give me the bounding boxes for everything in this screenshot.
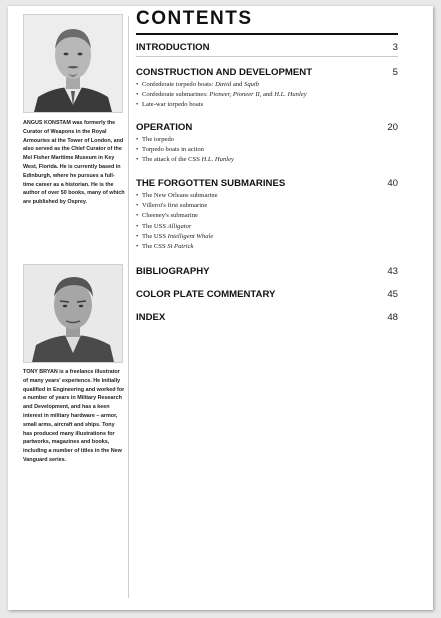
toc-subentry: [136, 100, 398, 110]
bullet-icon: •: [136, 232, 139, 240]
toc-subentry-text: The USS: [142, 232, 168, 240]
toc-subentry-italic-text: H.L. Hunley: [274, 91, 307, 99]
author-photo-angus-konstam: [23, 14, 123, 113]
toc-subentry-text: Torpedo boats in action: [142, 146, 204, 154]
toc-entry-heading: [136, 312, 398, 323]
book-page: [8, 6, 433, 610]
toc-subentry: [136, 211, 398, 221]
title-rule: [136, 33, 398, 35]
toc-subentry-text: Confederate submarines:: [142, 91, 210, 99]
author-photo-tony-bryan: [23, 264, 123, 363]
toc-subentry-text: Confederate torpedo boats:: [142, 81, 216, 88]
toc-entry[interactable]: [136, 178, 398, 252]
toc-entry-title: COLOR PLATE COMMENTARY: [136, 289, 276, 300]
toc-subentry: [136, 232, 398, 242]
toc-subentry-italic-text: Squib: [244, 81, 260, 88]
bullet-icon: •: [136, 101, 139, 109]
toc-subentry-list: [136, 191, 398, 252]
bullet-icon: •: [136, 91, 139, 99]
toc-subentry-italic-text: Alligator: [167, 222, 192, 230]
toc-entry-page-number: 43: [387, 266, 398, 277]
toc-subentry: [136, 222, 398, 232]
toc-entry-page-number: 48: [387, 312, 398, 323]
bullet-icon: •: [136, 212, 139, 220]
toc-entry[interactable]: [136, 266, 398, 277]
toc-entry[interactable]: [136, 67, 398, 111]
bullet-icon: •: [136, 192, 139, 199]
toc-subentry-italic-text: St Patrick: [167, 243, 194, 251]
toc-entry-title: INTRODUCTION: [136, 42, 210, 53]
toc-subentry: [136, 135, 398, 145]
toc-subentry: [136, 90, 398, 100]
toc-subentry-list: [136, 135, 398, 166]
page-title: CONTENTS: [136, 8, 253, 29]
bullet-icon: •: [136, 243, 139, 251]
toc-entry-title: BIBLIOGRAPHY: [136, 266, 210, 277]
toc-entry[interactable]: [136, 42, 398, 57]
toc-entry-heading: [136, 67, 398, 78]
toc-subentry: [136, 145, 398, 155]
toc-entry-heading: [136, 122, 398, 133]
toc-entry-heading: [136, 178, 398, 189]
toc-subentry-italic-text: H.L. Hunley: [201, 156, 234, 164]
toc-subentry-text: Late-war torpedo boats: [142, 101, 204, 109]
toc-subentry: [136, 191, 398, 201]
toc-entry-page-number: 3: [392, 42, 398, 53]
toc-entry-heading: [136, 266, 398, 277]
toc-entry-heading: [136, 289, 398, 300]
toc-entry-page-number: 40: [387, 178, 398, 189]
toc-subentry-text: and: [261, 91, 275, 99]
column-divider: [128, 16, 129, 598]
bullet-icon: •: [136, 146, 139, 154]
toc-subentry: [136, 80, 398, 90]
toc-entry-page-number: 45: [387, 289, 398, 300]
bullet-icon: •: [136, 81, 139, 88]
toc-subentry-text: The attack of the CSS: [142, 156, 202, 164]
toc-subentry-italic-text: Intelligent Whale: [167, 232, 214, 240]
toc-subentry-text: The torpedo: [142, 136, 175, 143]
bullet-icon: •: [136, 136, 139, 143]
bullet-icon: •: [136, 222, 139, 230]
author-bio-tony-bryan: TONY BRYAN is a freelance illustrator of many years' experience. He initially qualified in Engineering and worked for a number of years in Military Research and Development, and has a keen interest in military hardware – armor, small arms, aircraft and ships. Tony has produced many illustrations for partworks, magazines and books, including a number of titles in the New Vanguard series.: [23, 369, 125, 463]
toc-subentry: [136, 242, 398, 252]
toc-entry-page-number: 5: [392, 67, 398, 78]
toc-entry[interactable]: [136, 122, 398, 166]
bullet-icon: •: [136, 156, 139, 164]
toc-subentry-text: The USS: [142, 222, 168, 230]
toc-entry[interactable]: [136, 312, 398, 323]
toc-entry-title: OPERATION: [136, 122, 193, 133]
toc-subentry-text: Cheeney's submarine: [142, 212, 198, 220]
toc-subentry-text: The CSS: [142, 243, 168, 251]
toc-entry-rule: [136, 56, 398, 57]
toc-subentry: [136, 201, 398, 211]
toc-entry-title: THE FORGOTTEN SUBMARINES: [136, 178, 286, 189]
toc-subentry: [136, 155, 398, 165]
toc-entry-page-number: 20: [387, 122, 398, 133]
author-bio-angus-konstam: ANGUS KONSTAM was formerly the Curator of Weapons in the Royal Armouries at the Tower of London, and also served as the Chief Curator of the Mel Fisher Maritime Museum in Key West, Florida. He is currently based in Edinburgh, where he pursues a full-time career as a historian. He is the author of over 50 books, many of which are published by Osprey.: [23, 120, 125, 206]
toc-subentry-text: The New Orleans submarine: [142, 192, 218, 199]
toc-entry[interactable]: [136, 289, 398, 300]
toc-subentry-text: and: [231, 81, 245, 88]
toc-subentry-list: [136, 80, 398, 111]
bullet-icon: •: [136, 202, 139, 210]
toc-entry-title: CONSTRUCTION AND DEVELOPMENT: [136, 67, 313, 78]
toc-subentry-text: Villeroi's first submarine: [142, 202, 208, 210]
toc-subentry-italic-text: Pioneer, Pioneer II,: [209, 91, 262, 99]
toc-subentry-italic-text: David: [215, 81, 232, 88]
toc-entry-title: INDEX: [136, 312, 166, 323]
toc-entry-heading: [136, 42, 398, 53]
